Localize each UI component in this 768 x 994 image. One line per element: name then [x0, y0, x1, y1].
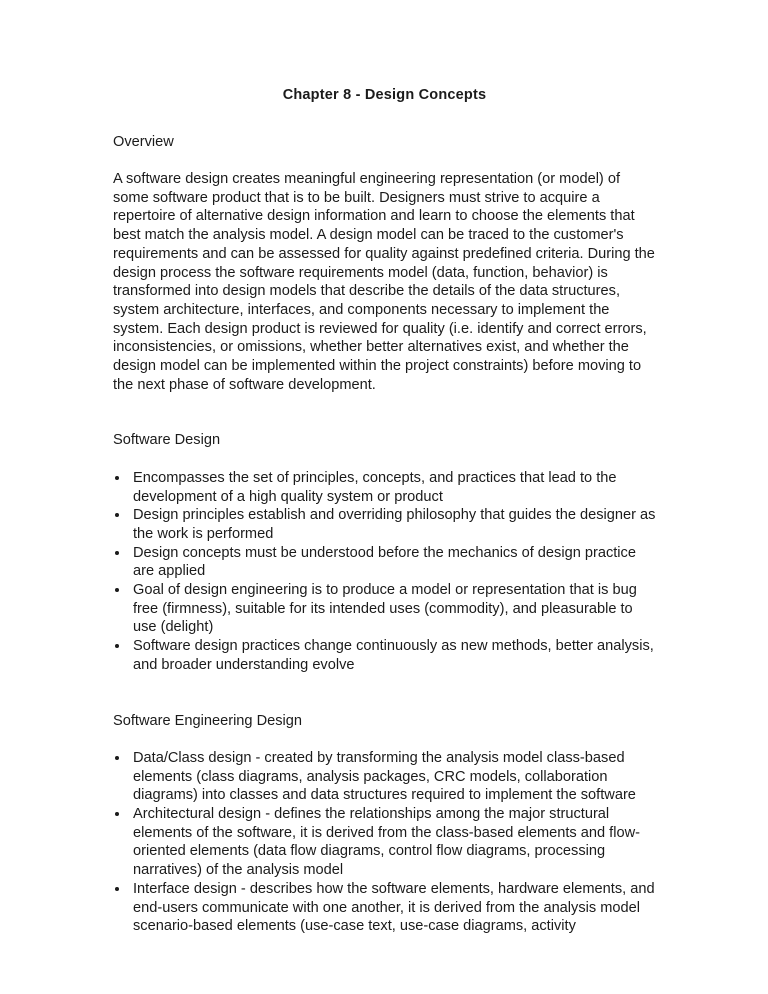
software-engineering-design-bullet-list	[113, 749, 656, 936]
list-item	[113, 637, 656, 674]
document-content	[113, 86, 656, 936]
bullet-dot-icon	[115, 812, 119, 816]
list-item-text: Architectural design - defines the relationships among the major structural elements of the software, it is derived from the class-based elements and flow-oriented elements (data flow diagrams, control flow diagrams, processing narratives) of the analysis model	[133, 806, 640, 879]
list-item	[113, 880, 656, 936]
page-title: Chapter 8 - Design Concepts	[282, 87, 487, 103]
spacer	[113, 675, 656, 712]
list-item-text: Data/Class design - created by transforming the analysis model class-based elements (class diagrams, analysis packages, CRC models, collaboration diagrams) into classes and data structures required to implement the software	[133, 749, 636, 804]
spacer	[113, 151, 656, 170]
list-item-text: Encompasses the set of principles, concepts, and practices that lead to the development of a high quality system or product	[133, 469, 617, 505]
list-item-text: Design principles establish and overriding philosophy that guides the designer as the work is performed	[133, 507, 656, 542]
bullet-dot-icon	[115, 476, 119, 480]
bullet-dot-icon	[115, 513, 119, 517]
spacer	[113, 730, 656, 749]
list-item-text: Interface design - describes how the software elements, hardware elements, and end-users communicate with one another, it is derived from the analysis model scenario-based elements (use-case text, use-case diagrams, activity	[133, 880, 655, 935]
list-item-text: Goal of design engineering is to produce a model or representation that is bug free (firmness), suitable for its intended uses (commodity), and pleasurable to use (delight)	[133, 582, 637, 636]
list-item	[113, 469, 656, 506]
list-item-text: Design concepts must be understood before the mechanics of design practice are applied	[133, 544, 636, 580]
bullet-dot-icon	[115, 551, 119, 555]
list-item	[113, 805, 656, 880]
section-heading-software-design: Software Design	[113, 432, 221, 449]
list-item	[113, 581, 656, 637]
bullet-dot-icon	[115, 644, 119, 648]
list-item-text: Software design practices change continuously as new methods, better analysis, and broader understanding evolve	[133, 638, 654, 673]
list-item	[113, 544, 656, 581]
list-item	[113, 749, 656, 805]
list-item	[113, 506, 656, 543]
spacer	[113, 105, 656, 133]
bullet-dot-icon	[115, 887, 119, 891]
spacer	[113, 394, 656, 431]
software-design-bullet-list	[113, 469, 656, 675]
bullet-dot-icon	[115, 756, 119, 760]
section-heading-overview: Overview	[113, 133, 174, 150]
spacer	[113, 450, 656, 469]
overview-paragraph: A software design creates meaningful engineering representation (or model) of some software product that is to be built. Designers must strive to acquire a repertoire of alternative design information and learn to choose the elements that best match the analysis model. A design model can be traced to the customer's requirements and can be assessed for quality against predefined criteria. During the design process the software requirements model (data, function, behavior) is transformed into design models that describe the details of the data structures, system architecture, interfaces, and components necessary to implement the system. Each design product is reviewed for quality (i.e. identify and correct errors, inconsistencies, or omissions, whether better alternatives exist, and whether the design model can be implemented within the project constraints) before moving to the next phase of software development.	[113, 170, 655, 393]
bullet-dot-icon	[115, 588, 119, 592]
section-heading-software-engineering-design: Software Engineering Design	[113, 712, 303, 729]
